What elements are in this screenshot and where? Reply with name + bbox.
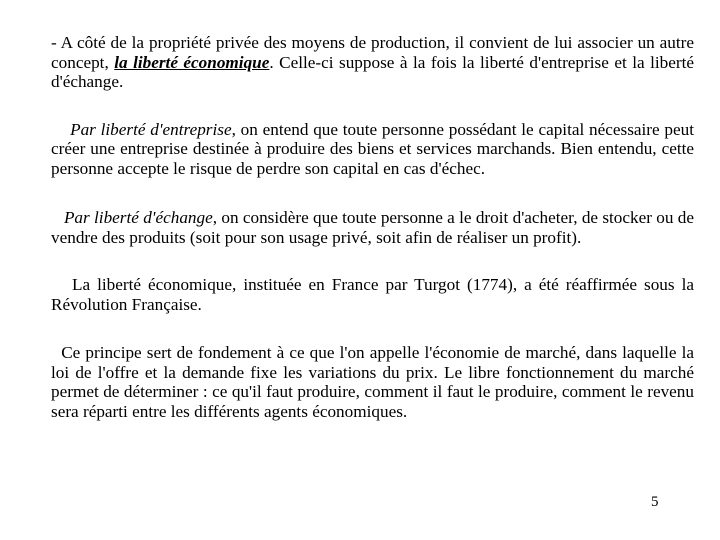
page-number: 5 (651, 494, 659, 510)
indent (51, 120, 70, 139)
indent (51, 208, 64, 227)
document-body (51, 33, 699, 421)
emphasis-term: la liberté économique (114, 52, 270, 72)
paragraph-liberte-echange (51, 208, 694, 247)
paragraph-text: - A côté de la propriété privée des moyens de production, il convient de lui associer un autre concept, (51, 33, 694, 72)
paragraph-text: , on considère que toute personne a le droit d'acheter, de stocker ou de vendre des produits (soit pour son usage privé, soit afin de réaliser un profit). (51, 208, 695, 247)
paragraph-economie-de-marche: Ce principe sert de fondement à ce que l'on appelle l'économie de marché, dans laquelle la loi de l'offre et la demande fixe les variations du prix. Le libre fonctionnement du marché permet de déterminer : ce qu'il faut produire, comment il faut le produire, comment le revenu sera réparti entre les différents agents économiques. (51, 343, 699, 421)
paragraph-text: . Celle-ci suppose à la fois la liberté d'entreprise et la liberté d'échange. (51, 52, 694, 91)
emphasis-term: Par liberté d'échange (63, 208, 213, 227)
emphasis-term: Par liberté d'entreprise (70, 119, 232, 139)
paragraph-liberte-economique (51, 33, 694, 92)
paragraph-liberte-entreprise (51, 120, 694, 179)
paragraph-turgot: La liberté économique, instituée en France par Turgot (1774), a été réaffirmée sous la Révolution Française. (51, 275, 699, 314)
paragraph-text: , on entend que toute personne possédant le capital nécessaire peut créer une entreprise destinée à produire des biens et services marchands. Bien entendu, cette personne accepte le risque de perdre son capital en cas d'échec. (51, 119, 695, 178)
